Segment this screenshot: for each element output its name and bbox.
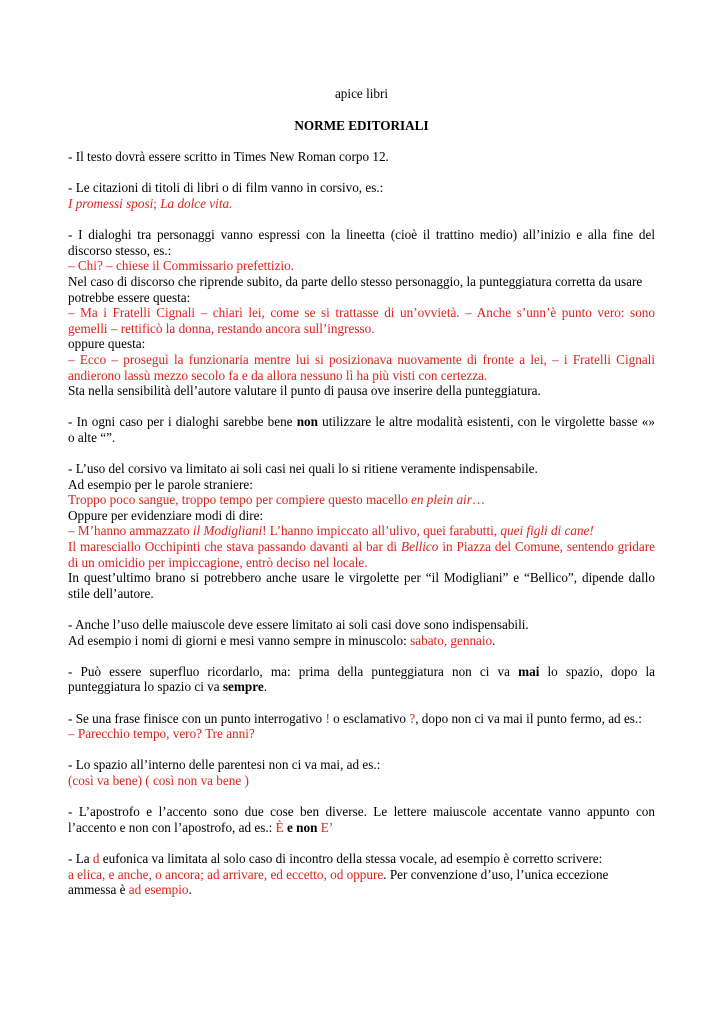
italics-example-1 (68, 492, 655, 508)
citation-example-1: I promessi sposi (68, 195, 154, 211)
dialogues-line-5: oppure questa: (68, 336, 146, 352)
apostrophe-example-2: E’ (320, 819, 334, 835)
euphonic-example-2: ad esempio (128, 882, 189, 898)
apostrophe-line-1: - L’apostrofo e l’accento sono due cose ben diverse. Le lettere maiuscole accentate vanno appunto con (68, 804, 655, 820)
citation-separator: ; (153, 195, 157, 211)
document-title: NORME EDITORIALI (294, 117, 429, 133)
dialogues-example-3b: andierono lassù mezzo secolo fa e da allora nessuno lì ha più visti con certezza. (68, 367, 488, 383)
rule-citations (68, 180, 655, 211)
italics-example-2-b: il Modigliani (192, 523, 263, 539)
apostrophe-line-2-pre: l’accento e non con l’apostrofo, ad es.: (68, 819, 276, 835)
quotes-line-1-post: utilizzare le altre modalità esistenti, con le virgolette basse «» (317, 414, 655, 430)
euphonic-line-1-a: - La (68, 850, 93, 866)
apostrophe-line-2-mid: e non (283, 819, 321, 835)
rule-apostrophe (68, 804, 655, 835)
apostrophe-line-2 (68, 820, 655, 836)
dialogues-line-6: Sta nella sensibilità dell’autore valutare il punto di pausa ove inserire della punteggiatura. (68, 383, 541, 399)
quotes-line-2: o alte “”. (68, 429, 116, 445)
euphonic-line-1-b: eufonica va limitata al solo caso di incontro della stessa vocale, ad esempio è corretto scrivere: (99, 850, 603, 866)
rule-dialogues (68, 227, 655, 399)
dialogues-line-2: discorso stesso, es.: (68, 242, 172, 258)
italics-example-3-b: Bellico (401, 539, 439, 555)
spacing-line-2 (68, 679, 655, 695)
italics-example-2 (68, 523, 655, 539)
italics-line-4: In quest’ultimo brano si potrebbero anche usare le virgolette per “il Modigliani” e “Bellico”, dipende dallo (68, 570, 655, 586)
dialogues-line-4: potrebbe essere questa: (68, 289, 191, 305)
apostrophe-example-1: È (275, 819, 284, 835)
rule-quotes (68, 414, 655, 445)
italics-example-2-d: quei figli di cane! (500, 523, 594, 539)
euphonic-line-3-post: . (188, 882, 192, 898)
euphonic-line-3-pre: ammessa è (68, 882, 129, 898)
capitals-line-2-post: . (492, 632, 496, 648)
euphonic-line-2-post: . Per convenzione d’uso, l’unica eccezione (383, 866, 609, 882)
euphonic-letter: d (92, 850, 100, 866)
italics-example-2-c: ! L’hanno impiccato all’ulivo, quei farabutti, (262, 523, 501, 539)
italics-line-1: - L’uso del corsivo va limitato ai soli casi nei quali lo si ritiene veramente indispensabile. (68, 461, 538, 477)
italics-example-1-italic: en plein air (411, 492, 472, 508)
question-mark-example-1: ! (325, 710, 330, 726)
italics-example-2-a: – M’hanno ammazzato (68, 523, 193, 539)
italics-example-3b: di un omicidio per impiccagione, entrò deciso nel locale. (68, 554, 368, 570)
spacing-line-1-post: lo spazio, dopo la (539, 663, 656, 679)
rule-citations-text: - Le citazioni di titoli di libri o di film vanno in corsivo, es.: (68, 180, 384, 196)
spacing-line-1 (68, 664, 655, 680)
euphonic-line-1 (68, 851, 655, 867)
dialogues-line-3: Nel caso di discorso che riprende subito, da parte dello stesso personaggio, la punteggiatura corretta da usare (68, 273, 643, 289)
capitals-example-2: gennaio (450, 632, 493, 648)
italics-example-1-post: … (471, 492, 486, 508)
quotes-line-1-pre: - In ogni caso per i dialoghi sarebbe bene (68, 414, 297, 430)
spacing-line-1-pre: - Può essere superfluo ricordarlo, ma: prima della punteggiatura non ci va (68, 663, 519, 679)
euphonic-example-1: a elica, e anche, o ancora; ad arrivare, ed eccetto, od oppure (68, 866, 384, 882)
question-line-1 (68, 711, 655, 727)
dialogues-example-2b: gemelli – rettificò la donna, restando ancora sull’ingresso. (68, 320, 375, 336)
question-mark-example-2: ? (409, 710, 416, 726)
document-page (68, 86, 655, 913)
rule-capitals (68, 617, 655, 648)
italics-line-3: Oppure per evidenziare modi di dire: (68, 507, 264, 523)
rule-font (68, 149, 655, 165)
citations-examples (68, 196, 655, 212)
dialogues-example-3a: – Ecco – proseguì la funzionaria mentre lui si posizionava nuovamente di fronte a lei, – i Fratelli Cignali (68, 351, 655, 367)
capitals-example-1: sabato (410, 632, 444, 648)
publisher-name: apice libri (334, 86, 389, 101)
quotes-line-1 (68, 414, 655, 430)
italics-line-5: stile dell’autore. (68, 585, 154, 601)
rule-font-text: - Il testo dovrà essere scritto in Times New Roman corpo 12. (68, 149, 389, 165)
citation-example-2: La dolce vita. (160, 195, 233, 211)
quotes-line-1-bold: non (296, 414, 318, 430)
italics-example-1-pre: Troppo poco sangue, troppo tempo per compiere questo macello (68, 492, 412, 508)
question-line-1-e: , dopo non ci va mai il punto fermo, ad es.: (415, 710, 642, 726)
spacing-line-1-bold: mai (518, 663, 540, 679)
capitals-example-sep: , (443, 632, 451, 648)
euphonic-line-3 (68, 882, 655, 898)
question-line-1-a: - Se una frase finisce con un punto interrogativo (68, 710, 326, 726)
rule-question (68, 711, 655, 742)
rule-euphonic (68, 851, 655, 898)
dialogues-line-1: - I dialoghi tra personaggi vanno espressi con la lineetta (cioè il trattino medio) all’inizio e alla fine del (68, 227, 655, 243)
capitals-line-2-pre: Ad esempio i nomi di giorni e mesi vanno sempre in minuscolo: (68, 632, 411, 648)
dialogues-example-2a: – Ma i Fratelli Cignali – chiarì lei, come se si trattasse di un’ovvietà. – Anche s’unn’è punto vero: sono (68, 305, 655, 321)
rule-spacing (68, 664, 655, 695)
parentheses-example: (così va bene) ( così non va bene ) (68, 772, 249, 788)
euphonic-line-2 (68, 867, 655, 883)
capitals-line-2 (68, 633, 655, 649)
document-header (68, 86, 655, 133)
italics-example-3-a: Il maresciallo Occhipinti che stava passando davanti al bar di (68, 539, 402, 555)
parentheses-line-1: - Lo spazio all’interno delle parentesi non ci va mai, ad es.: (68, 757, 381, 773)
rule-italics (68, 461, 655, 601)
question-example: – Parecchio tempo, vero? Tre anni? (68, 726, 255, 742)
capitals-line-1: - Anche l’uso delle maiuscole deve essere limitato ai soli casi dove sono indispensabili. (68, 617, 529, 632)
spacing-line-2-post: . (263, 679, 267, 695)
spacing-line-2-pre: punteggiatura lo spazio ci va (68, 679, 223, 695)
rule-parentheses (68, 757, 655, 788)
italics-example-3-c: in Piazza del Comune, sentendo gridare (438, 539, 655, 555)
spacing-line-2-bold: sempre (222, 679, 264, 695)
dialogues-example-1: – Chi? – chiese il Commissario prefettizio. (68, 258, 294, 274)
italics-example-3a (68, 539, 655, 555)
question-line-1-c: o esclamativo (329, 710, 410, 726)
italics-line-2: Ad esempio per le parole straniere: (68, 476, 253, 492)
